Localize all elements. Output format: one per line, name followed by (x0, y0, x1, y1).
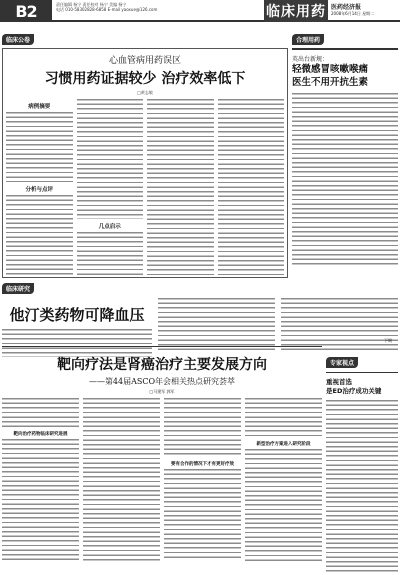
page-number: B2 (0, 0, 52, 22)
article-byline: □马建军 郭军 (149, 389, 175, 394)
text-lines (245, 449, 322, 561)
text-lines (6, 112, 73, 182)
article-statin (2, 276, 398, 344)
section-tag: 临床公卷 (2, 34, 34, 45)
text-lines (83, 398, 160, 563)
section-tag: 专家视点 (326, 357, 358, 368)
article-body (2, 298, 398, 357)
masthead-line1: 责任编辑 杨宁 责任校对 杨宁 美编 杨宁 (56, 2, 127, 7)
article-headline-1: 重视首选 (326, 378, 352, 386)
body-column (147, 99, 214, 277)
article-ed (326, 350, 398, 572)
article-headline: 靶向疗法是肾癌治疗主要发展方向 (57, 357, 267, 373)
body-column (83, 398, 160, 563)
text-lines (292, 93, 398, 268)
text-lines (218, 99, 285, 277)
body-column (2, 398, 79, 563)
article-headline: 他汀类药物可降血压 (9, 306, 145, 324)
masthead-right (328, 0, 400, 22)
next-issue: 下期 (384, 338, 392, 343)
text-lines (164, 469, 241, 561)
article-kicker: 英出台新规： (292, 56, 329, 63)
text-lines (77, 99, 144, 219)
subhead: 靶向治疗药物临床研究进展 (13, 432, 68, 437)
article-byline: □黄志敏 (137, 90, 153, 95)
subhead: 分析与点评 (25, 187, 53, 193)
subhead: 病例摘要 (28, 104, 51, 110)
text-lines (147, 99, 214, 277)
masthead-line2: 电话 010-58302828-6858 E-mail yaoxue@126.com (56, 7, 158, 12)
article-frame (2, 48, 288, 278)
article-headline-1: 轻微感冒咳嗽喉痛 (292, 64, 369, 75)
text-lines (158, 298, 275, 353)
text-lines (281, 298, 398, 353)
text-lines (2, 398, 79, 428)
body-column (218, 99, 285, 277)
article-antibiotics (292, 27, 398, 273)
article-body (2, 398, 322, 563)
paper-name: 医药经济报 (331, 4, 362, 11)
text-lines (2, 439, 79, 561)
masthead-credits (52, 0, 264, 22)
article-headline-2: 医生不用开抗生素 (292, 77, 369, 88)
subhead: 新型治疗方案进入研究阶段 (256, 442, 311, 447)
issue-date: 2008年6月14日 星期二 (331, 11, 375, 16)
text-lines (6, 195, 73, 275)
body-column (164, 398, 241, 563)
text-lines (77, 232, 144, 277)
masthead (0, 0, 400, 22)
headline-block (2, 298, 152, 357)
article-headline: 习惯用药证据较少 治疗效率低下 (44, 71, 246, 87)
divider (2, 346, 322, 347)
section-title: 临床用药 (264, 0, 328, 22)
subhead: 要有合作的情况下才有更好疗效 (171, 462, 234, 467)
article-frame (326, 372, 398, 575)
text-lines (326, 400, 398, 575)
article-kidney-cancer (2, 350, 322, 572)
text-lines (164, 398, 241, 458)
subhead: 几点启示 (98, 224, 121, 230)
section-tag: 合理用药 (292, 34, 324, 45)
article-misuse (2, 27, 288, 273)
section-tag: 临床研究 (2, 283, 34, 294)
body-column (77, 99, 144, 277)
body-column (6, 99, 73, 277)
text-lines (245, 398, 322, 438)
article-subtitle: ——第44届ASCO年会相关热点研究荟萃 (88, 377, 236, 386)
article-kicker: 心血管病用药误区 (108, 56, 181, 66)
article-headline-2: 是ED治疗成功关键 (326, 387, 382, 395)
article-body (6, 99, 284, 277)
body-column (245, 398, 322, 563)
article-frame (292, 48, 398, 268)
